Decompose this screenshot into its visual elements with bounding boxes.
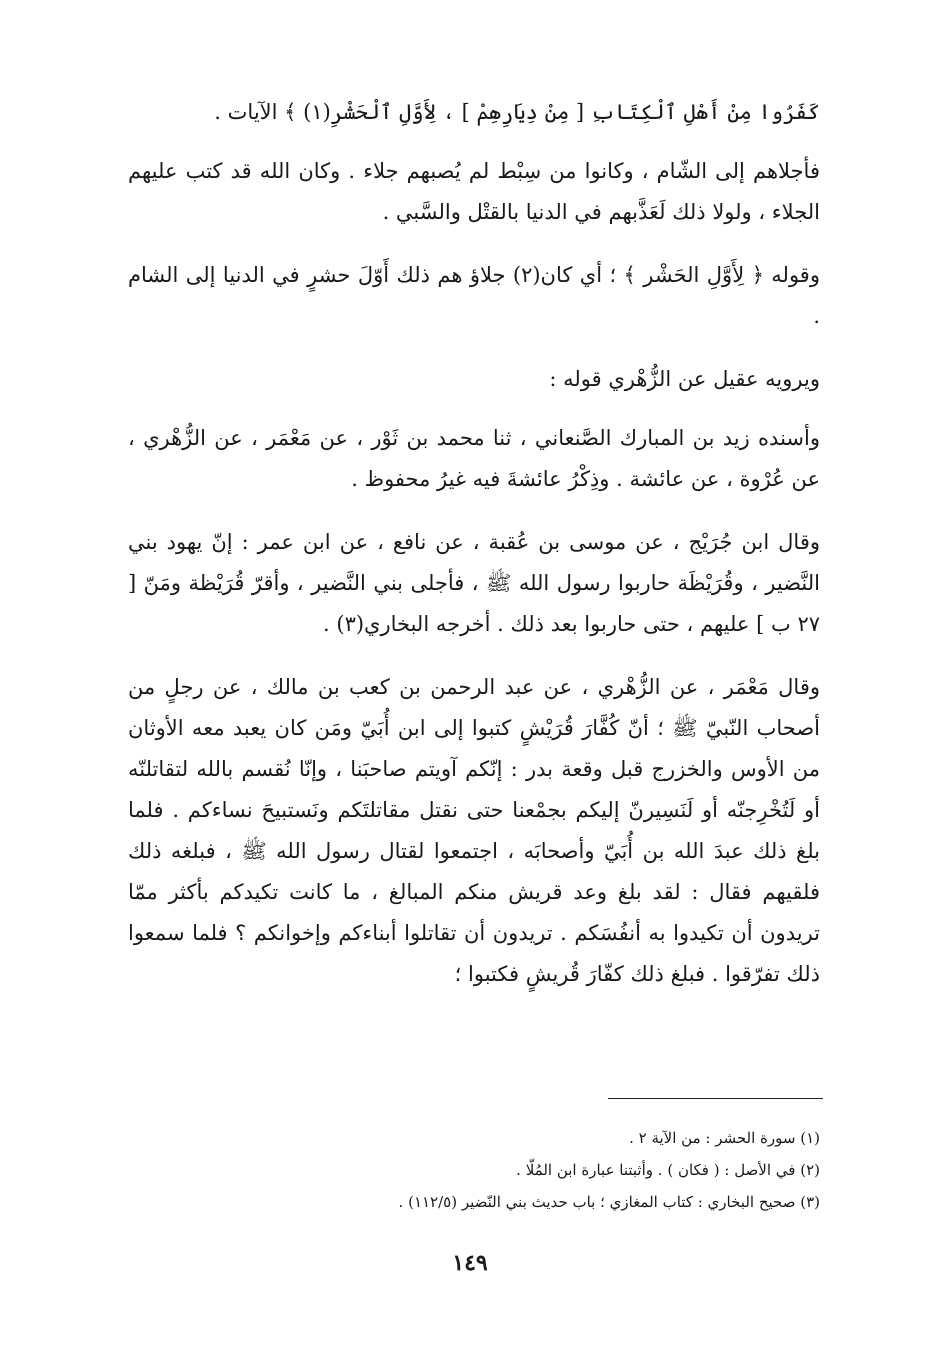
paragraph-expulsion: فأجلاهم إلى الشّام ، وكانوا من سِبْط لم يُصبهم جلاء . وكان الله قد كتب عليهم الجلاء ، ولولا ذلك لَعَذَّبهم في الدنيا بالقتْل والسَّبي . — [128, 159, 820, 224]
footnotes — [120, 1122, 820, 1218]
paragraph-quran-verse: كَفَرُوا مِنْ أَهْلِ ٱلْكِتَابِ [ مِنْ دِيَارِهِمْ ] ، لِأَوَّلِ ٱلْحَشْرِ(١) ﴾ الآيات . — [214, 100, 820, 124]
page-number: ١٤٩ — [452, 1250, 488, 1276]
paragraph-first-gathering: وقوله ﴿ لِأَوَّلِ الحَشْر ﴾ ؛ أي كان(٢) جلاؤ هم ذلك أَوّلَ حشرٍ في الدنيا إلى الشام . — [128, 263, 820, 328]
paragraph-ibn-jurayj: وقال ابن جُرَيْج ، عن موسى بن عُقبة ، عن نافع ، عن ابن عمر : إنّ يهود بني النَّضير ، وقُرَيْظَة حاربوا رسول الله ﷺ ، فأجلى بني النَّضير ، وأقرّ قُرَيْظة ومَنّ [ ٢٧ ب ] عليهم ، حتى حاربوا بعد ذلك . أخرجه البخاري(٣) . — [128, 530, 820, 636]
main-text — [128, 92, 820, 1017]
footnote-divider — [608, 1098, 823, 1099]
paragraph-isnad-zayd: وأسنده زيد بن المبارك الصَّنعاني ، ثنا محمد بن ثَوْر ، عن مَعْمَر ، عن الزُّهْري ، عن عُرْوة ، عن عائشة . وذِكْرُ عائشةَ فيه غيرُ محفوظ . — [128, 426, 820, 491]
paragraph-mamar-narration: وقال مَعْمَر ، عن الزُّهْري ، عن عبد الرحمن بن كعب بن مالك ، عن رجلٍ من أصحاب النّبيّ ﷺ ؛ أنّ كُفَّارَ قُرَيْشٍ كتبوا إلى ابن أُبَيّ ومَن كان يعبد معه الأوثان من الأوس والخزرج قبل وقعة بدر : إنّكم آويتم صاحبَنا ، وإنّا نُقسم بالله لتقاتلنّه أو لَتُخْرِجنّه أو لَنَسِيرنّ إليكم بجمْعنا حتى نقتل مقاتلتَكم ونَستبيحَ نساءكم . فلما بلغ ذلك عبدَ الله بن أُبَيّ وأصحابَه ، اجتمعوا لقتال رسول الله ﷺ ، فبلغه ذلك فلقيهم فقال : لقد بلغ وعد قريش منكم المبالغ ، ما كانت تكيدكم بأكثر ممّا تريدون أن تكيدوا به أنفُسَكم . تريدون أن تقاتلوا أبناءكم وإخوانكم ؟ فلما سمعوا ذلك تفرّقوا . فبلغ ذلك كفّارَ قُريشٍ فكتبوا ؛ — [128, 675, 820, 986]
paragraph-aqil-narration: ويرويه عقيل عن الزُّهْري قوله : — [549, 367, 820, 391]
footnote-2: (٢) في الأصل : ( فكان ) . وأثبتنا عبارة ابن المُلّا . — [516, 1161, 820, 1179]
footnote-1: (١) سورة الحشر : من الآية ٢ . — [629, 1129, 820, 1147]
footnote-3: (٣) صحيح البخاري : كتاب المغازي ؛ باب حديث بني النّضير (١١٢/٥) . — [398, 1193, 820, 1211]
